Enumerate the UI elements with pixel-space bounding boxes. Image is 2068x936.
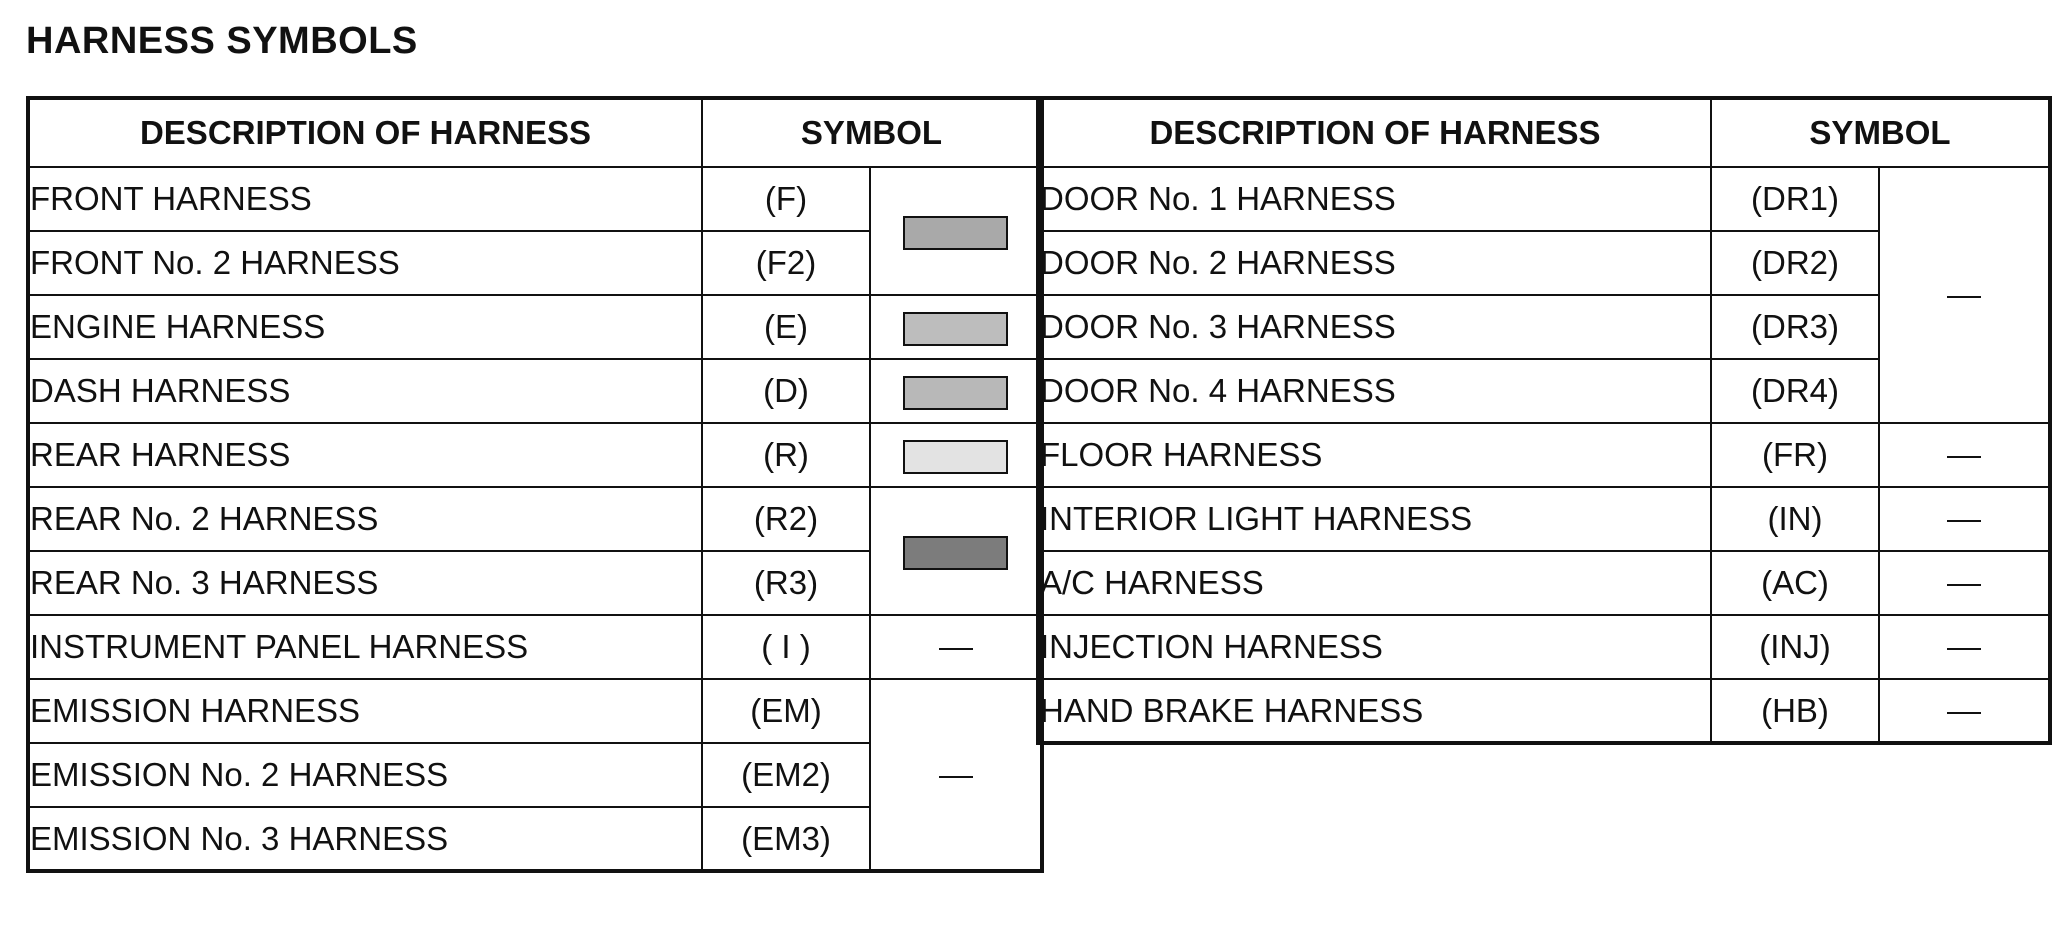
symbol-cell (870, 295, 1042, 359)
harness-code: (EM) (702, 679, 870, 743)
harness-description: FLOOR HARNESS (1038, 423, 1711, 487)
table-row (28, 359, 1042, 423)
harness-code: (R) (702, 423, 870, 487)
harness-description: DASH HARNESS (28, 359, 702, 423)
harness-description: INJECTION HARNESS (1038, 615, 1711, 679)
harness-description: A/C HARNESS (1038, 551, 1711, 615)
harness-code: (DR2) (1711, 231, 1879, 295)
symbol-header: SYMBOL (1711, 98, 2050, 167)
no-symbol-dash (1947, 584, 1981, 586)
no-symbol-dash (1947, 520, 1981, 522)
symbol-cell (870, 359, 1042, 423)
no-symbol-dash (1947, 456, 1981, 458)
harness-description: HAND BRAKE HARNESS (1038, 679, 1711, 743)
description-header: DESCRIPTION OF HARNESS (28, 98, 702, 167)
symbol-cell (870, 679, 1042, 871)
description-header: DESCRIPTION OF HARNESS (1038, 98, 1711, 167)
symbol-cell (1879, 551, 2050, 615)
harness-description: FRONT No. 2 HARNESS (28, 231, 702, 295)
harness-description: EMISSION No. 3 HARNESS (28, 807, 702, 871)
table-row (1038, 679, 2050, 743)
harness-code: (HB) (1711, 679, 1879, 743)
harness-code: (FR) (1711, 423, 1879, 487)
harness-description: DOOR No. 1 HARNESS (1038, 167, 1711, 231)
table-row (1038, 551, 2050, 615)
rear-harness-swatch (903, 440, 1008, 474)
harness-description: INTERIOR LIGHT HARNESS (1038, 487, 1711, 551)
table-row (1038, 615, 2050, 679)
symbol-cell (1879, 679, 2050, 743)
harness-table-left (26, 96, 1044, 873)
harness-code: (INJ) (1711, 615, 1879, 679)
table-header-row (28, 98, 1042, 167)
harness-code: (EM2) (702, 743, 870, 807)
harness-code: (F) (702, 167, 870, 231)
symbol-cell (1879, 167, 2050, 423)
no-symbol-dash (1947, 712, 1981, 714)
symbol-cell (870, 423, 1042, 487)
symbol-cell (870, 167, 1042, 295)
table-row (28, 487, 1042, 551)
table-row (28, 423, 1042, 487)
harness-description: DOOR No. 4 HARNESS (1038, 359, 1711, 423)
harness-table-right (1036, 96, 2052, 745)
symbol-cell (1879, 615, 2050, 679)
harness-description: FRONT HARNESS (28, 167, 702, 231)
table-row (1038, 487, 2050, 551)
page-title: HARNESS SYMBOLS (26, 20, 418, 62)
front-harness-swatch (903, 216, 1008, 250)
table-row (1038, 167, 2050, 231)
harness-description: DOOR No. 2 HARNESS (1038, 231, 1711, 295)
harness-code: (DR1) (1711, 167, 1879, 231)
rear-2-3-harness-swatch (903, 536, 1008, 570)
harness-description: REAR No. 3 HARNESS (28, 551, 702, 615)
table-row (28, 679, 1042, 743)
harness-code: (R3) (702, 551, 870, 615)
no-symbol-dash (939, 648, 973, 650)
harness-code: (D) (702, 359, 870, 423)
harness-description: DOOR No. 3 HARNESS (1038, 295, 1711, 359)
harness-description: INSTRUMENT PANEL HARNESS (28, 615, 702, 679)
harness-code: (EM3) (702, 807, 870, 871)
harness-code: (E) (702, 295, 870, 359)
harness-description: REAR HARNESS (28, 423, 702, 487)
harness-code: (DR3) (1711, 295, 1879, 359)
harness-code: ( I ) (702, 615, 870, 679)
no-symbol-dash (1947, 296, 1981, 298)
table-row (28, 167, 1042, 231)
symbol-cell (870, 487, 1042, 615)
symbol-cell (870, 615, 1042, 679)
harness-code: (F2) (702, 231, 870, 295)
table-row (28, 615, 1042, 679)
symbol-cell (1879, 487, 2050, 551)
harness-description: ENGINE HARNESS (28, 295, 702, 359)
harness-description: EMISSION HARNESS (28, 679, 702, 743)
dash-harness-swatch (903, 376, 1008, 410)
table-row (1038, 423, 2050, 487)
harness-code: (DR4) (1711, 359, 1879, 423)
harness-code: (R2) (702, 487, 870, 551)
symbol-header: SYMBOL (702, 98, 1042, 167)
harness-code: (AC) (1711, 551, 1879, 615)
harness-code: (IN) (1711, 487, 1879, 551)
table-header-row (1038, 98, 2050, 167)
engine-harness-swatch (903, 312, 1008, 346)
table-row (28, 295, 1042, 359)
harness-description: EMISSION No. 2 HARNESS (28, 743, 702, 807)
harness-description: REAR No. 2 HARNESS (28, 487, 702, 551)
no-symbol-dash (1947, 648, 1981, 650)
symbol-cell (1879, 423, 2050, 487)
no-symbol-dash (939, 776, 973, 778)
